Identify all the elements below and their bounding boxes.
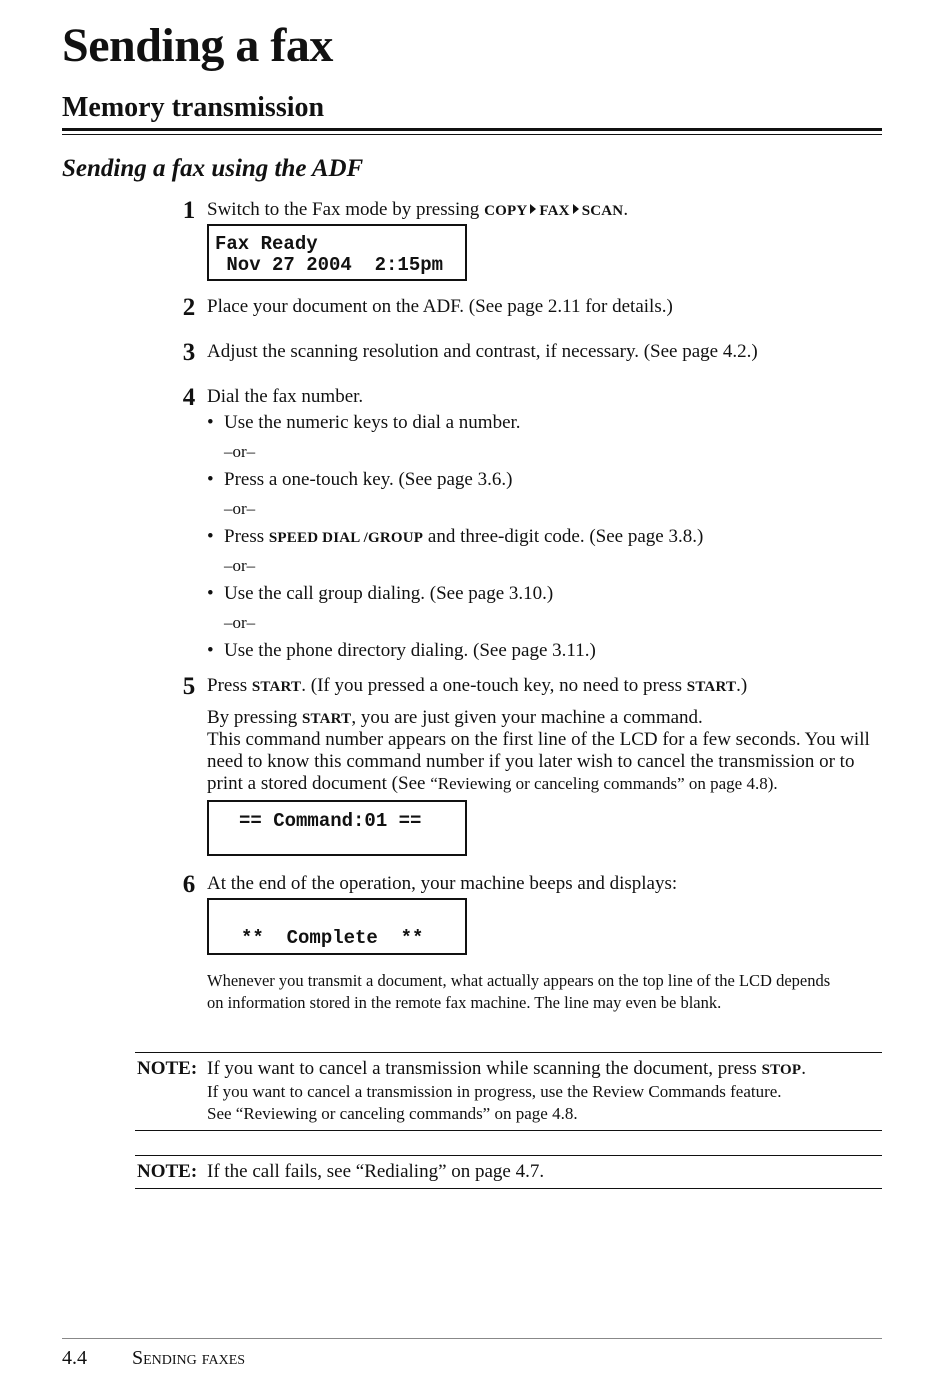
note-text: If you want to cancel a transmission while scanning the document, press (207, 1058, 762, 1079)
step-5-mid: . (If you pressed a one-touch key, no need to press (301, 675, 687, 696)
bullet-text: and three-digit code. (See page 3.8.) (423, 526, 704, 547)
step-5-pre: Press (207, 675, 252, 696)
footer-section: Sending faxes (132, 1347, 246, 1369)
step-5-text (207, 675, 747, 697)
lcd-info-line-1: Whenever you transmit a document, what actually appears on the top line of the LCD depends (207, 971, 831, 990)
note-2-top-rule (135, 1155, 882, 1156)
lcd-line-1: Fax Ready (215, 233, 318, 255)
section-rule-thick (62, 128, 882, 131)
note-1-line-1 (207, 1058, 806, 1080)
page-title: Sending a fax (62, 19, 333, 72)
key-start: START (251, 679, 302, 695)
subsection-title: Sending a fax using the ADF (62, 155, 364, 182)
step-3-number: 3 (182, 339, 196, 366)
para-text: By pressing (207, 707, 302, 728)
step-1-number: 1 (182, 197, 196, 224)
para-text: “Reviewing or canceling commands” on page 4.8). (430, 774, 778, 793)
para-text: , you are just given your machine a command. (351, 707, 703, 728)
step-6-number: 6 (182, 871, 196, 898)
step-5-end: .) (736, 675, 748, 696)
step-4-text: Dial the fax number. (207, 386, 364, 407)
note-1-label: NOTE: (137, 1058, 198, 1079)
lcd-line-2: Nov 27 2004 2:15pm (215, 254, 444, 276)
section-title: Memory transmission (62, 92, 325, 123)
bullet-text: Use the phone directory dialing. (See page 3.11.) (224, 640, 596, 661)
bullet-text: Use the numeric keys to dial a number. (224, 412, 521, 433)
lcd-fax-ready (207, 224, 467, 281)
lcd-line-1: == Command:01 == (239, 810, 422, 832)
step-2-text: Place your document on the ADF. (See page 2.11 for details.) (207, 296, 673, 317)
footer-rule (62, 1338, 882, 1339)
note-2-text: If the call fails, see “Redialing” on page 4.7. (207, 1161, 545, 1182)
or-separator: –or– (224, 613, 256, 632)
note-1-line-3: See “Reviewing or canceling commands” on page 4.8. (207, 1104, 578, 1123)
or-separator: –or– (224, 556, 256, 575)
note-1-top-rule (135, 1052, 882, 1053)
step-1-text (207, 199, 628, 221)
lcd-info-line-2: on information stored in the remote fax machine. The line may even be blank. (207, 993, 722, 1012)
or-separator: –or– (224, 442, 256, 461)
bullet-text: Use the call group dialing. (See page 3.10.) (224, 583, 554, 604)
key-speed-dial-group: SPEED DIAL /GROUP (268, 530, 424, 546)
bullet-text: Press a one-touch key. (See page 3.6.) (224, 469, 513, 490)
step-2-number: 2 (182, 294, 196, 321)
key-fax: FAX (539, 203, 570, 219)
section-rule-thin (62, 134, 882, 135)
bullet-one-touch: • Press a one-touch key. (See page 3.6.) (207, 469, 513, 490)
bullet-text: Press (224, 526, 269, 547)
bullet-speed-dial: • Press SPEED DIAL /GROUP and three-digit code. (See page 3.8.) (207, 526, 704, 547)
note-2-bottom-rule (135, 1188, 882, 1189)
step-5-para-1 (207, 707, 703, 729)
key-start: START (302, 711, 352, 727)
para-text: print a stored document (See (207, 773, 431, 794)
bullet-phone-directory: • Use the phone directory dialing. (See page 3.11.) (207, 640, 596, 661)
note-2-label: NOTE: (137, 1161, 198, 1182)
key-scan: SCAN (581, 203, 624, 219)
step-5-para-2: This command number appears on the first line of the LCD for a few seconds. You will (207, 729, 870, 750)
note-1-line-2: If you want to cancel a transmission in progress, use the Review Commands feature. (207, 1082, 782, 1101)
arrow-right-icon (573, 204, 579, 214)
or-separator: –or– (224, 499, 256, 518)
step-5-para-3: need to know this command number if you later wish to cancel the transmission or to (207, 751, 855, 772)
bullet-call-group: • Use the call group dialing. (See page 3.10.) (207, 583, 554, 604)
arrow-right-icon (530, 204, 536, 214)
note-1-bottom-rule (135, 1130, 882, 1131)
step-3-text: Adjust the scanning resolution and contrast, if necessary. (See page 4.2.) (207, 341, 758, 362)
key-stop: STOP (761, 1062, 802, 1078)
footer-page-number: 4.4 (62, 1347, 87, 1369)
step-4-number: 4 (182, 384, 196, 411)
step-6-text: At the end of the operation, your machine beeps and displays: (207, 873, 678, 894)
note-text: . (801, 1058, 807, 1079)
lcd-command (207, 800, 467, 856)
step-1-instruction: Switch to the Fax mode by pressing (207, 199, 485, 220)
step-5-para-4 (207, 773, 778, 795)
lcd-complete (207, 898, 467, 955)
step-1-end: . (623, 199, 629, 220)
key-start: START (686, 679, 737, 695)
lcd-line-2: ** Complete ** (241, 927, 424, 949)
bullet-numeric-keys: • Use the numeric keys to dial a number. (207, 412, 521, 433)
key-copy: COPY (484, 203, 528, 219)
step-5-number: 5 (182, 673, 196, 700)
